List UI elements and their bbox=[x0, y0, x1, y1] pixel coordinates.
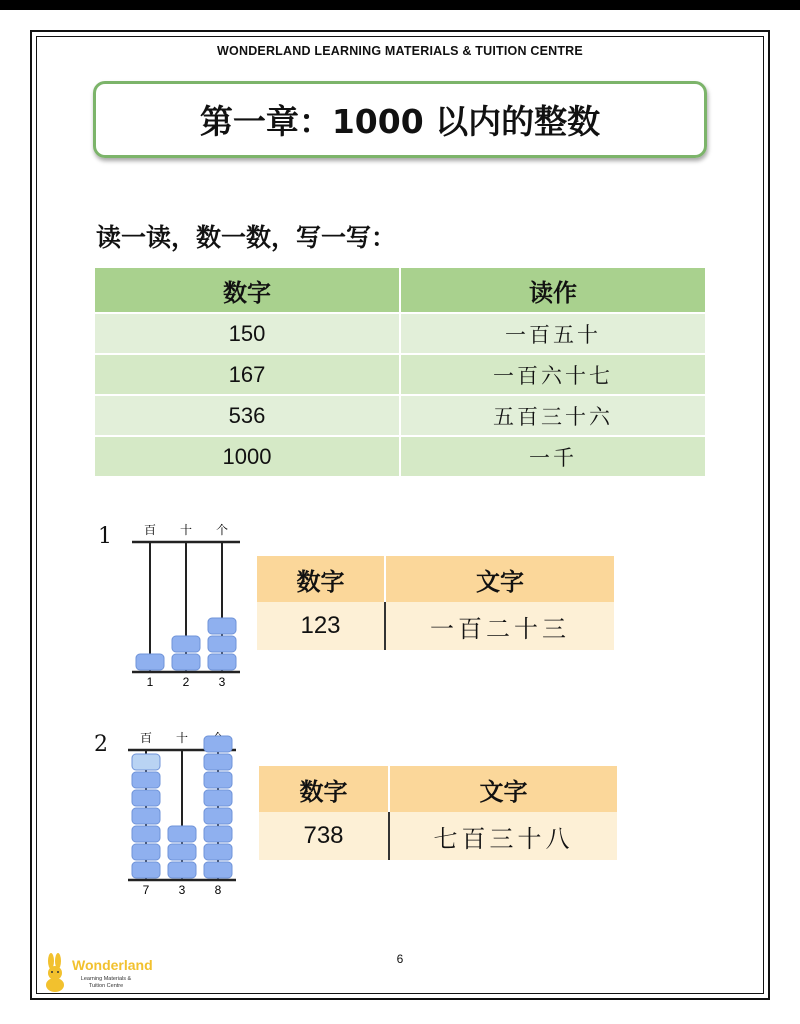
abacus-bead bbox=[204, 736, 232, 752]
column-header-reading: 读作 bbox=[400, 268, 705, 313]
answer-header-number: 数字 bbox=[257, 556, 385, 602]
reading-cell: 五百三十六 bbox=[400, 395, 705, 436]
abacus-bead bbox=[204, 790, 232, 806]
abacus-bead bbox=[168, 844, 196, 860]
abacus-bead bbox=[172, 636, 200, 652]
abacus-bead bbox=[132, 808, 160, 824]
number-cell: 167 bbox=[95, 354, 400, 395]
number-cell: 536 bbox=[95, 395, 400, 436]
abacus-digit-label: 2 bbox=[182, 675, 190, 688]
answer-header-row bbox=[259, 766, 617, 812]
abacus-digit-label: 3 bbox=[218, 675, 226, 688]
abacus-place-label: 个 bbox=[215, 523, 229, 537]
answer-words: 一百二十三 bbox=[385, 602, 614, 650]
instruction-text: 读一读，数一数，写一写： bbox=[96, 223, 397, 252]
abacus-bead bbox=[204, 826, 232, 842]
abacus-exercise-2 bbox=[116, 726, 246, 896]
abacus-bead bbox=[168, 862, 196, 878]
abacus-bead bbox=[132, 772, 160, 788]
abacus-exercise-1 bbox=[120, 518, 250, 688]
abacus-digit-label: 3 bbox=[178, 883, 186, 896]
abacus-place-label: 十 bbox=[179, 523, 193, 537]
abacus-bead bbox=[204, 844, 232, 860]
abacus-digit-label: 7 bbox=[142, 883, 150, 896]
abacus-bead bbox=[132, 862, 160, 878]
abacus-bead bbox=[204, 808, 232, 824]
centre-header: WONDERLAND LEARNING MATERIALS & TUITION CENTRE bbox=[217, 44, 583, 58]
abacus-bead bbox=[172, 654, 200, 670]
exercise-2-number: 2 bbox=[94, 732, 108, 757]
logo-subtitle: Learning Materials & Tuition Centre bbox=[80, 976, 132, 989]
answer-row bbox=[259, 812, 617, 860]
chapter-title: 第一章：1000 以内的整数 bbox=[199, 102, 601, 141]
abacus-bead bbox=[204, 772, 232, 788]
table-row bbox=[95, 354, 705, 395]
abacus-place-label: 百 bbox=[139, 731, 153, 745]
table-row bbox=[95, 436, 705, 476]
reading-cell: 一百六十七 bbox=[400, 354, 705, 395]
abacus-place-label: 百 bbox=[143, 523, 157, 537]
abacus-bead bbox=[132, 826, 160, 842]
abacus-bead bbox=[208, 654, 236, 670]
logo-name: Wonderland bbox=[72, 957, 153, 973]
answer-number: 738 bbox=[259, 812, 389, 860]
answer-header-row bbox=[257, 556, 614, 602]
wonderland-logo bbox=[42, 950, 162, 995]
abacus-digit-label: 8 bbox=[214, 883, 222, 896]
answer-number: 123 bbox=[257, 602, 385, 650]
abacus-bead bbox=[168, 826, 196, 842]
table-header-row bbox=[95, 268, 705, 313]
table-row bbox=[95, 395, 705, 436]
abacus-place-label: 十 bbox=[175, 731, 189, 745]
page-number: 6 bbox=[396, 952, 404, 966]
abacus-bead bbox=[208, 636, 236, 652]
table-row bbox=[95, 313, 705, 354]
abacus-digit-label: 1 bbox=[146, 675, 154, 688]
number-reading-table bbox=[95, 268, 705, 476]
abacus-bead bbox=[136, 654, 164, 670]
number-cell: 1000 bbox=[95, 436, 400, 476]
answer-row bbox=[257, 602, 614, 650]
number-cell: 150 bbox=[95, 313, 400, 354]
reading-cell: 一百五十 bbox=[400, 313, 705, 354]
exercise-1-answer-table bbox=[257, 556, 614, 650]
abacus-bead bbox=[132, 754, 160, 770]
rabbit-logo-icon bbox=[42, 953, 68, 993]
top-black-bar bbox=[0, 0, 800, 10]
answer-header-words: 文字 bbox=[389, 766, 617, 812]
column-header-number: 数字 bbox=[95, 268, 400, 313]
exercise-1-number: 1 bbox=[98, 524, 112, 549]
abacus-svg bbox=[116, 726, 246, 896]
chapter-title-box bbox=[93, 81, 707, 158]
exercise-2-answer-table bbox=[259, 766, 617, 860]
answer-words: 七百三十八 bbox=[389, 812, 617, 860]
answer-header-number: 数字 bbox=[259, 766, 389, 812]
abacus-bead bbox=[132, 844, 160, 860]
abacus-bead bbox=[208, 618, 236, 634]
abacus-svg bbox=[120, 518, 250, 688]
abacus-bead bbox=[204, 754, 232, 770]
reading-cell: 一千 bbox=[400, 436, 705, 476]
answer-header-words: 文字 bbox=[385, 556, 614, 602]
abacus-bead bbox=[204, 862, 232, 878]
abacus-bead bbox=[132, 790, 160, 806]
